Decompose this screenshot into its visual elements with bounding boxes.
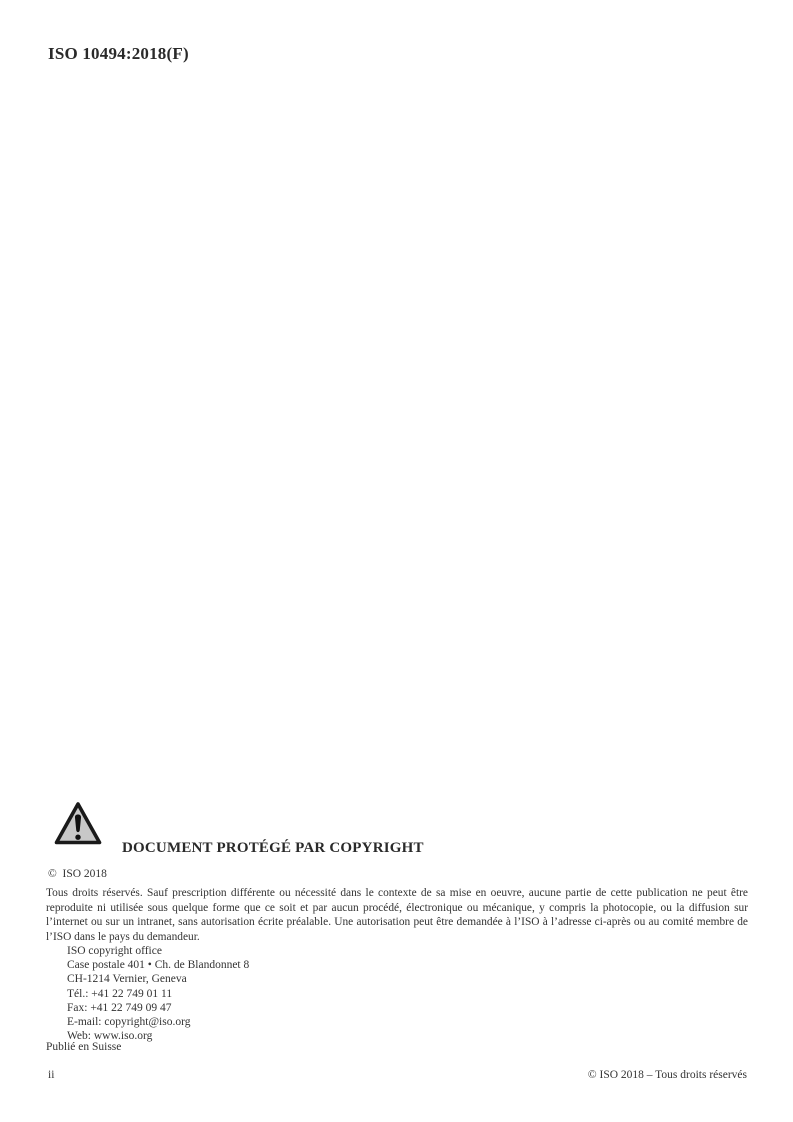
copyright-banner-title: DOCUMENT PROTÉGÉ PAR COPYRIGHT	[122, 840, 424, 856]
warning-triangle-icon	[54, 801, 102, 847]
address-line-web: Web: www.iso.org	[67, 1030, 153, 1043]
page-number: ii	[48, 1069, 55, 1081]
address-line-office: ISO copyright office	[67, 945, 162, 957]
address-line-fax: Fax: +41 22 749 09 47	[67, 1001, 172, 1014]
address-line-postal: Case postale 401 • Ch. de Blandonnet 8	[67, 959, 250, 972]
address-line-city: CH-1214 Vernier, Geneva	[67, 973, 187, 986]
published-in-line: Publié en Suisse	[46, 1041, 122, 1053]
address-line-tel: Tél.: +41 22 749 01 11	[67, 987, 173, 1000]
copyright-notice-paragraph: Tous droits réservés. Sauf prescription différente ou nécessité dans le contexte de sa mise en oeuvre, aucune partie de cette publication ne peut être reproduite ni utilisée sous quelque forme que ce soit et par aucun procédé, électronique ou mécanique, y compris la photocopie, ou la diffusion sur l’internet ou sur un intranet, sans autorisation écrite préalable. Une autorisation peut être demandée à l’ISO à l’adresse ci-après ou au comité membre de l’ISO dans le pays du demandeur.	[46, 887, 748, 943]
copyright-year-line: © ISO 2018	[48, 868, 107, 880]
document-reference: ISO 10494:2018(F)	[48, 44, 189, 63]
address-line-email: E-mail: copyright@iso.org	[67, 1016, 191, 1029]
iso-address-block	[67, 944, 249, 1043]
footer-copyright: © ISO 2018 – Tous droits réservés	[587, 1069, 747, 1081]
